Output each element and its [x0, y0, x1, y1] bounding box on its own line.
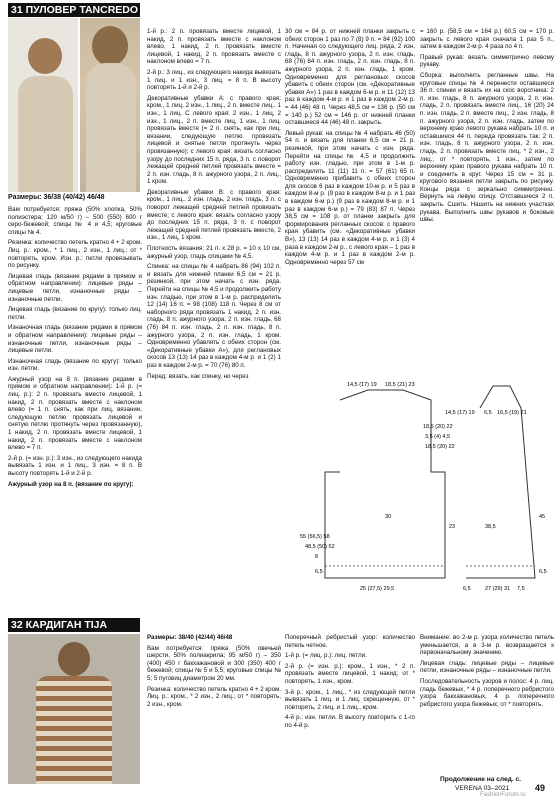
page-number: 49 [535, 783, 546, 793]
pattern-schematic [285, 378, 555, 613]
section-title-2: 32 КАРДИГАН TIJA [8, 618, 140, 632]
watermark: FashionForum.ru [480, 792, 526, 798]
column-3-text: 30 см = 84 р. от нижней планки закрыть с обеих сторон 1 раз по 7 (8) 9 п. = 84 (92) 100 п. Начиная со следующего лиц. ряда, 2 изн. гладь, 8 п. ажурного узора, 2 п. изн. гладь, 68 (76) 84 п. изн. гладь, 2 п. изн. гладь, 8 п. ажурного узора, 2 п. изн. гладь, 1 кром. Одновременно для реглановых скосов убавить с обеих сторон (см. «Декоративные убавки А») 1 раз в каждом 6-м р. и 11 (12) 13 раз в каждом 4-м р. и 1 раз в каждом 2-м р. = 44 (46) 48 п. Через 48,5 см = 136 р. (50 см = 140 р.) 52 см = 146 р. от нижней планки оставшиеся 44 (46) 48 п. закрыть. Левый рукав: на спицы № 4 набрать 46 (50) 54 п. и вязать для планки 6,5 см = 21 р. резинкой, при этом начать с изн. ряда. Перейти на спицы № 4,5 и продолжить работу изн. гладью, при этом в 1-м р. распределить 11 (11) 11 п. = 57 (61) 65 п. Одновременно прибавить с обеих сторон для скосов 6 раз в каждом 10-м р. и 5 раз в каждом 8-м р. (9 раз в каждом 8-м р. и 1 раз в каждом 6-м р.) (9 раз в каждом 8-м р. и 1 раз в каждом 6-м р.) = 79 (83) 87 п. Через 38,5 см = 108 р. от планки закрыть для формирования регланных скосов: с правого края убавить (см. «Декоративные убавки B»), 13 (13) 14 раз в каждом 4-м р. и 1 (3) 4 раза в каждом 2-м р., с левого края – 1 раз в каждом 4-м р. и 1 раз в каждом 2-м р. Одновременно через 57 см [285, 28, 415, 266]
magazine-name: VERENA 03–2021 [455, 785, 510, 792]
dim-label: 14,5 (17) 19 [347, 382, 377, 388]
dim-label: 25 (27,5) 29,5 [360, 586, 395, 592]
sizes-text: Размеры: 36/38 (40/42) 46/48 [8, 194, 105, 201]
dim-label: 45 [539, 514, 546, 520]
dim-label: 55 (56,5) 58 [300, 534, 330, 540]
dim-label: 16,5 (19) 21 [497, 410, 527, 416]
pullover-photo [80, 18, 140, 192]
column-1-text: Вам потребуется: пряжа (50% хлопка, 50% полиэстера; 120 м/50 г) – 500 (550) 600 г серо-бежевой; спицы № 4 и 4,5; круговые спицы № 4. Резинка: количество петель кратно 4 + 2 кром. Лиц. р.: кром., * 1 лиц., 2 изн., 1 лиц.; от * повторять, кром. Изн. р.: петли провязывать по рисунку. Лицевая гладь (вязание рядами в прямом и обратном направлении): лицевые ряды – лицевые петли, изнаночные ряды – изнаночные петли. Лицевая гладь (вязание по кругу): только лиц. петли. Изнаночная гладь (вязание рядами в прямом и обратном направлении): лицевые ряды – изнаночные петли, изнаночные ряды – лицевые петли. Изнаночная гладь (вязание по кругу): только изн. петли. Ажурный узор на 8 п. (вязание рядами в прямом и обратном направлении): 1-й р. (= лиц. р.): 2 п. провязать вместе лицевой, 1 накид, 2 п. провязать вместе с наклоном влево (= 1 п. снять, как при лиц. вязании, следующую петлю провязать лицевой и снятую петлю протянуть через провязанную), 1 накид, 2 п. провязать вместе лицевой, 1 накид, 2 п. провязать вместе с наклоном влево = 7 п. 2-й р. (= изн. р.): 3 изн., из следующего накида вывязать 1 изн. и 1 лиц., 3 изн. = 8 п. В высоту повторять 1-й и 2-й р. Ажурный узор на 8 п. (вязание по кругу): [8, 206, 142, 488]
continue-note: Продолжение на след. с. [440, 776, 522, 783]
dim-label: 48,5 (50) 52 [305, 544, 335, 550]
body-outline [325, 390, 445, 578]
cardigan-column-3: Поперечный ребристый узор: количество петель четное. 1-й р. (= лиц. р.): лиц. петли. 2-й р. (= изн. р.): кром., 1 изн., * 2 п. провязать вместе лицевой, 1 накид; от * повторять, 1 изн., кром. 3-й р.: кром., 1 лиц., * из следующей петли вывязать 1 лиц. и 1 лиц. скрещенную, от * повторять, 2 лиц. и 1 лиц., кром. 4-й р.: изн. петли. В высоту повторить с 1-го по 4-й р. [285, 634, 415, 729]
dim-label: 6,5 [463, 586, 471, 592]
dim-label: 18,5 (20) 22 [425, 444, 455, 450]
dim-label: 14,5 (17) 19 [445, 410, 475, 416]
dim-label: 18,5 (21) 23 [385, 382, 415, 388]
dim-label: 27 (29) 31 [485, 586, 511, 592]
dim-label: 6,5 [315, 569, 323, 575]
column-2-text: 1-й р.: 2 п. провязать вместе лицевой, 1 накид, 2 п. провязать вместе с наклоном влево, 1 накид, 2 п. провязать вместе лицевой, 1 накид, 2 п. провязать вместе с наклоном влево = 7 п. 2-й р.: 3 лиц., из следующего накида вывязать 1 лиц. и 1 изн., 3 лиц. = 8 п. В высоту повторять 1-й и 2-й р. Декоративные убавки A: с правого края: кром., 1 лиц, 2 изн., 1 лиц., 2 п. вместе лиц., 1 изн., 1 лиц. С левого края: 2 изн., 1 лиц, 2 изн., 1 лиц., 2 п. вместе лиц, 1 изн., 1 лиц. провязать вместе (= 2 п. снять, как при лиц. вязании, следующую петлю провязать лицевой и снятые петли протянуть через провязанную); с левого края: вязать согласно узору до последних 15 п. рядa, 3 п. с поворот лежащей средней петлей провязать вместе = 2 п. изн. гладь, 8 п. ажурного узора, 2 п. лиц., 1 кром. Декоративные убавки B: с правого края: кром., 1 лиц., 2 изн. гладь, 2 изн. гладь, 3 п. с поворот лежащей средней петлей провязать вместе; с левого края: вязать согласно узору до последних 15 п. рядa, 3 п. с поворот лежащей средней петлей провязать вместе, 2 изн., 1 лиц, 1 кром. Плотность вязания: 21 п. x 28 р. = 10 x 10 см, ажурный узор, гладь спицами № 4,5. Спинка: на спицы № 4 набрать 86 (94) 102 п. и вязать для нижней планки 6,5 см = 21 р. резинкой, при этом начать с изн. ряда. Перейти на спицы № 4,5 и продолжить работу изн. гладью, при этом в 1-м р. распределить 12 (14) 16 п. = 98 (108) 118 п. Через 8 см от наборного ряда провязать 1 накид, 2 п. изн. гладь, 8 п. ажурного узора, 2 п. изн. гладь, 68 (76) 84 п. изн. гладь, 2 п. изн. гладь, 8 п. ажурного узора, 2 п. изн. гладь, 1 кром. Одновременно убавлять с обеих сторон (см. «Декоративные убавки А»), для реглановых скосов 13 (13) 14 раз в каждом 4-м р. и 1 (2) 1 раз в каждом 2-м р. = 70 (76) 80 п. Перед: вязать, как спинку, но через [147, 28, 281, 380]
cardigan-column-4: Внимание: во 2-м р. узора количество петель уменьшается, а в 3-м р. возвращается к первоначальному значению. Лицевая гладь: лицевые ряды – лицевые петли, изнаночные ряды – изнаночные петли. Последовательность узоров и полос: 4 р. лиц. гладь бежевых, * 4 р. поперечного ребристого узора бакхажановых, 4 р. поперечного ребристого узора бежевых; от * повторять. [420, 634, 554, 708]
dim-label: 3,5 (4) 4,5 [425, 434, 451, 440]
dim-label: 6,5 [484, 410, 492, 416]
cardigan-photo [8, 634, 140, 784]
dim-label: 6,5 [539, 569, 547, 575]
column-4-text: = 160 р. (58,5 см = 164 р.) 60,5 см = 170 р. закрыть с левого края сначала 1 раз 5 п., затем в каждом 2-м р. 4 раза по 4 п. Правый рукав: вязать симметрично левому рукаву. Сборка: выполнить регланные швы. На круговые спицы № 4 перенести оставшиеся 36 п. спинки и вязать их на скос воротника: 2 п. изн. гладь, 8 п. ажурного узора, 2 п. изн. гладь, 2 п. провязать вместе лиц., 16 (20) 24 п. изн. гладь, 2 п. вместе лиц., 2 изн. гладь, 8 п. ажурного узора, 2 п. изн. гладь, затем по верхнему краю левого рукава набрать 10 п. и оставшиеся 44 п. переда провязать так: 2 п. изн. гладь, 8 п. ажурного узора, 2 п. изн. гладь, 2 п. провязать вместе лиц. * 2 изн., 2 лиц.; от * повторять, 1 изн., затем по верхнему краю правого рукава набрать 10 п. и соединить в круг. Через 15 см = 31 р. кругового вязания петли закрыть по рисунку. Концы ряда с зеркально симметрично. Вернуть на левую спицу. Отставшиеся 2 п. закрыть. Сшить. Нашить на нижних участках рукава. Выполнить швы рукавов и боковые швы. [420, 28, 554, 224]
dim-label: 38,5 [485, 524, 496, 530]
dim-label: 23 [449, 524, 456, 530]
dim-label: 8 [315, 554, 319, 560]
cardigan-column-2: Размеры: 38/40 (42/44) 46/48 Вам потребуется: пряжа (50% овечьей шерсти, 50% полиакрила; 95 м/50 г) – 350 (400) 450 г бакхажановой и 300 (350) 400 г бежевой; спицы № 5 и 5,5; круговые спицы № 5; 5 пуговиц диаметром 20 мм. Резинка: количество петель кратно 4 + 2 кром. Лиц. р.: кром., * 2 изн., 2 лиц.; от * повторять, 2 изн., кром. [147, 634, 281, 708]
dim-label: 7,5 [517, 586, 525, 592]
pullover-photo-left [8, 18, 78, 192]
section-title: 31 ПУЛОВЕР TANCREDO [8, 3, 140, 17]
dim-label: 18,5 (20) 22 [423, 424, 453, 430]
dim-label: 30 [385, 514, 392, 520]
